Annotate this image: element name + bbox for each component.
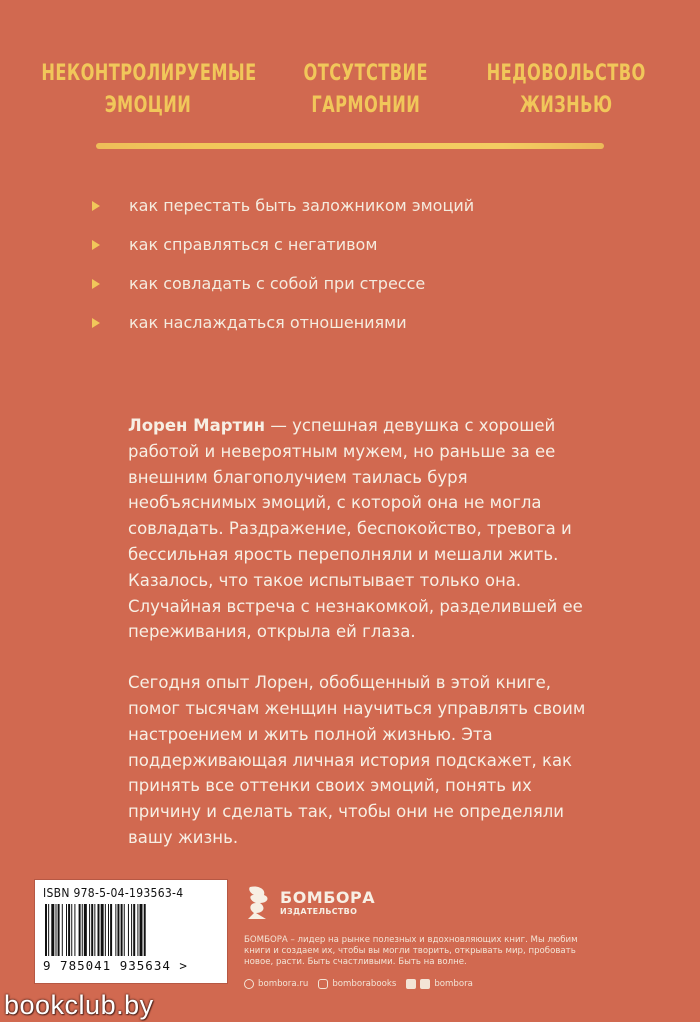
triangle-bullet-icon [92,240,100,250]
heading-line: НЕДОВОЛЬСТВО [486,61,646,86]
list-item [92,225,612,264]
paragraph-1 [128,413,598,645]
barcode-bars-icon [43,904,219,956]
author-name: Лорен Мартин [128,416,266,435]
barcode [34,879,228,984]
video-icon [406,979,416,989]
list-item [92,264,612,303]
social-icon [318,979,328,989]
social-link[interactable]: bombora [434,978,473,989]
bullet-text: как совладать с собой при стрессе [129,274,426,293]
social-link[interactable]: bomborabooks [332,978,397,989]
bullet-text: как перестать быть заложником эмоций [129,196,475,215]
bombora-logo-icon [244,883,274,923]
list-item [92,186,612,225]
heading-life-dissatisfaction [474,58,658,128]
heading-line: ГАРМОНИИ [311,93,421,118]
heading-line: НЕКОНТРОЛИРУЕМЫЕ [41,61,257,86]
triangle-bullet-icon [92,318,100,328]
description-text [128,413,598,876]
bullet-list [92,186,612,342]
paragraph-1-text: — успешная девушка с хорошей работой и невероятным мужем, но раньше за ее внешним благополучием таилась буря необъяснимых эмоций, с которой она не могла совладать. Раздражение, беспокойство, тревога и бессильная ярость переполняли и мешали жить. Казалось, что такое испытывает только она. Случайная встреча с незнакомкой, разделившей ее переживания, открыла ей глаза. [128,416,583,642]
heading-uncontrolled-emotions [41,58,257,128]
barcode-digits: 9 785041 935634 > [43,958,188,973]
paragraph-2: Сегодня опыт Лорен, обобщенный в этой книге, помог тысячам женщин научиться управлять своим настроением и жить полной жизнью. Эта поддерживающая личная история подскажет, как принять все оттенки своих эмоций, понять их причину и сделать так, чтобы они не определяли вашу жизнь. [128,673,586,847]
brush-divider [96,143,604,149]
heading-line: ОТСУТСТВИЕ [303,61,429,86]
link-item[interactable] [318,979,396,989]
headings-row [40,58,660,128]
publisher-block [244,881,584,989]
triangle-bullet-icon [92,279,100,289]
publisher-name: БОМБОРА [280,888,376,907]
bullet-text: как наслаждаться отношениями [129,313,407,332]
isbn-number: ISBN 978-5-04-193563-4 [43,886,184,900]
publisher-links [244,979,584,989]
list-item [92,303,612,342]
publisher-subtitle: ИЗДАТЕЛЬСТВО [280,907,358,916]
publisher-description: БОМБОРА – лидер на рынке полезных и вдохновляющих книг. Мы любим книги и создаем их, чтобы вы могли творить, открывать мир, пробовать новое, расти. Быть счастливыми. Быть на волне. [244,935,578,968]
link-item[interactable] [406,979,473,989]
heading-line: ЖИЗНЬЮ [519,93,613,118]
publisher-logo [244,881,584,925]
watermark: bookclub.by [4,990,154,1020]
heading-lack-of-harmony [294,58,438,128]
heading-line: ЭМОЦИИ [104,93,192,118]
website-link[interactable]: bombora.ru [258,978,309,989]
telegram-icon [420,979,430,989]
bullet-text: как справляться с негативом [129,235,378,254]
triangle-bullet-icon [92,201,100,211]
